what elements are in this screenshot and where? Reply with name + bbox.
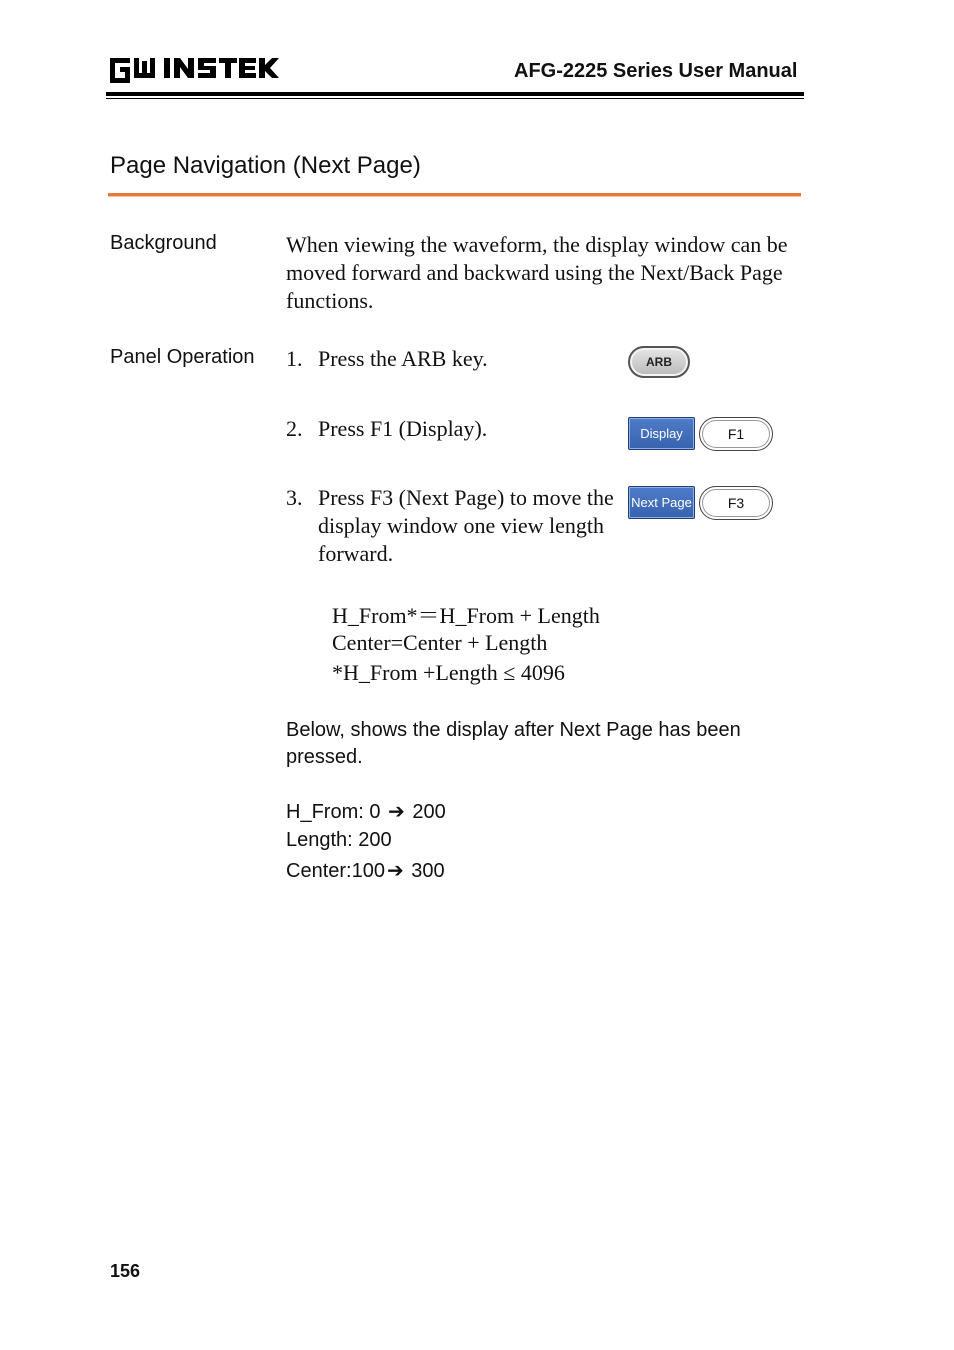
header-rule-thin [106, 98, 804, 99]
result-length-value: Length: 200 [286, 829, 392, 851]
page-number: 156 [110, 1261, 141, 1281]
gw-instek-logo [108, 52, 280, 88]
result-length [286, 829, 392, 852]
formula-limit: *H_From +Length ≤ 4096 [332, 660, 565, 685]
next-page-softkey-label: Next Page [628, 486, 695, 519]
result-center [286, 858, 445, 883]
step-2-text: Press F1 (Display). [318, 416, 488, 441]
background-text: When viewing the waveform, the display window can be moved forward and backward using the Next/Back Page functions. [286, 232, 788, 313]
background-label: Background [110, 232, 217, 254]
step-1-text: Press the ARB key. [318, 346, 488, 371]
arrow-right-icon: ➔ [386, 860, 404, 882]
result-note: Below, shows the display after Next Page has been pressed. [286, 719, 741, 768]
section-rule-shadow [108, 196, 801, 197]
step-3-number: 3. [286, 485, 303, 510]
section-title: Page Navigation (Next Page) [110, 152, 421, 179]
formula-center: Center=Center + Length [332, 630, 548, 655]
formula-h-from: H_From*＝H_From + Length [332, 603, 600, 628]
step-2-number: 2. [286, 416, 303, 441]
step-1-number: 1. [286, 346, 303, 371]
result-h-from [286, 799, 446, 824]
f1-key[interactable]: F1 [699, 417, 773, 451]
result-h-from-before: H_From: 0 [286, 801, 381, 823]
arrow-right-icon: ➔ [388, 801, 405, 823]
display-softkey-label: Display [628, 417, 695, 450]
result-h-from-after: 200 [412, 801, 446, 823]
step-3-text: Press F3 (Next Page) to move the display window one view length forward. [318, 485, 614, 566]
arb-key[interactable]: ARB [628, 346, 690, 378]
panel-operation-label: Panel Operation [110, 346, 255, 368]
result-center-after: 300 [411, 860, 445, 882]
header-rule-thick [106, 92, 804, 96]
f3-key[interactable]: F3 [699, 486, 773, 520]
result-center-before: Center:100 [286, 860, 385, 882]
manual-title: AFG-2225 Series User Manual [514, 60, 798, 82]
